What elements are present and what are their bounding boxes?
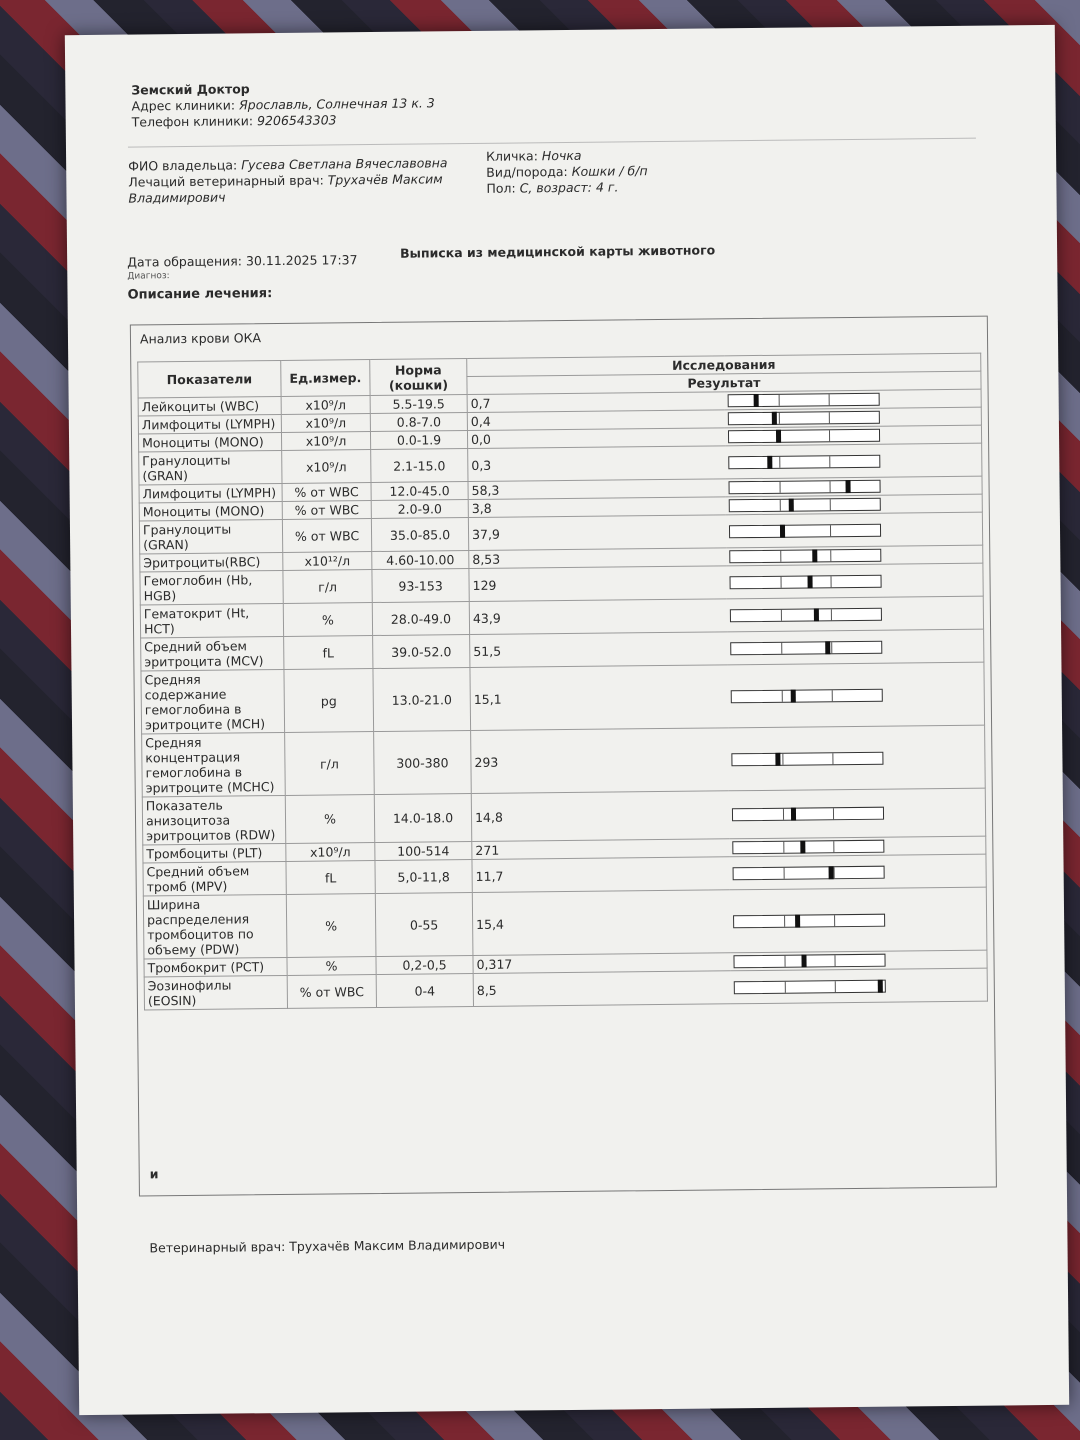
norm-boundary-tick <box>784 981 785 992</box>
pet-info <box>486 147 648 197</box>
indicator-name: Эритроциты(RBC) <box>140 552 283 571</box>
clinic-address-label: Адрес клиники: <box>131 97 236 114</box>
indicator-norm: 12.0-45.0 <box>371 482 468 501</box>
result-range-bar <box>732 840 884 855</box>
indicator-unit: % от WBC <box>282 501 371 520</box>
indicator-name: Лимфоциты (LYMPH) <box>138 414 281 433</box>
result-marker <box>814 608 819 621</box>
norm-boundary-tick <box>779 456 780 467</box>
norm-boundary-tick <box>828 412 829 423</box>
indicator-name: Эозинофилы (EOSIN) <box>144 975 287 1009</box>
clinic-address <box>131 95 434 114</box>
indicator-norm: 35.0-85.0 <box>371 518 468 552</box>
pet-sex-line <box>486 179 648 197</box>
result-marker <box>775 752 780 765</box>
indicator-unit: % от WBC <box>282 483 371 502</box>
norm-boundary-tick <box>831 690 832 701</box>
norm-boundary-tick <box>833 841 834 852</box>
pet-nick-label: Кличка: <box>486 148 538 164</box>
result-marker <box>791 689 796 702</box>
indicator-unit: x10⁹/л <box>281 432 370 451</box>
indicator-norm: 5.5-19.5 <box>370 395 467 414</box>
indicator-unit: x10⁹/л <box>281 396 370 415</box>
panel-footnote: и <box>149 1166 159 1182</box>
norm-boundary-tick <box>829 499 830 510</box>
result-range-bar <box>733 913 885 928</box>
result-range-bar <box>729 607 881 622</box>
indicator-unit: % <box>286 894 376 958</box>
indicator-value: 15,1 <box>470 665 728 731</box>
indicator-name: Гранулоциты (GRAN) <box>139 450 282 484</box>
indicator-unit: x10⁹/л <box>282 450 371 484</box>
indicator-value: 11,7 <box>472 857 729 893</box>
indicator-norm: 0.0-1.9 <box>370 431 467 450</box>
indicator-name: Гранулоциты (GRAN) <box>139 519 282 553</box>
visit-info <box>127 252 358 302</box>
header-divider <box>128 138 976 148</box>
owner-label: ФИО владельца: <box>128 157 238 174</box>
indicator-value: 293 <box>471 728 729 794</box>
result-bar-cell <box>727 629 984 665</box>
norm-boundary-tick <box>828 430 829 441</box>
norm-boundary-tick <box>784 956 785 967</box>
norm-boundary-tick <box>781 642 782 653</box>
medical-record-sheet <box>65 25 1069 1415</box>
blood-test-table <box>137 353 988 1011</box>
norm-boundary-tick <box>830 576 831 587</box>
result-range-bar <box>728 523 880 538</box>
pet-sex-label: Пол: <box>486 180 516 196</box>
norm-boundary-tick <box>828 394 829 405</box>
indicator-unit: г/л <box>283 570 372 604</box>
result-marker <box>767 455 772 468</box>
indicator-norm: 39.0-52.0 <box>373 635 470 669</box>
result-range-bar <box>727 393 879 408</box>
indicator-name: Лейкоциты (WBC) <box>138 396 281 415</box>
clinic-phone <box>132 111 435 130</box>
attending-vet-line <box>128 171 478 207</box>
indicator-name: Показатель анизоцитоза эритроцитов (RDW) <box>142 795 285 844</box>
norm-boundary-tick <box>778 395 779 406</box>
signing-vet-name: Трухачёв Максим Владимирович <box>289 1236 506 1254</box>
result-bar-cell <box>726 563 983 599</box>
norm-boundary-tick <box>778 413 779 424</box>
norm-boundary-tick <box>834 981 835 992</box>
result-marker <box>776 430 781 443</box>
indicator-name: Гемоглобин (Hb, HGB) <box>140 570 283 604</box>
norm-boundary-tick <box>779 482 780 493</box>
indicator-value: 15,4 <box>472 890 730 956</box>
table-row <box>142 788 985 845</box>
indicator-unit: x10⁹/л <box>281 414 370 433</box>
indicator-value: 8,5 <box>473 971 730 1007</box>
blood-test-panel <box>130 316 997 1197</box>
pet-nick-line <box>486 147 648 165</box>
blood-test-rows <box>138 389 987 1010</box>
indicator-norm: 13.0-21.0 <box>373 668 471 732</box>
indicator-value: 14,8 <box>471 791 728 842</box>
result-bar-cell <box>728 788 985 839</box>
norm-boundary-tick <box>782 753 783 764</box>
result-bar-cell <box>727 662 985 728</box>
indicator-value: 271 <box>472 839 729 860</box>
norm-boundary-tick <box>829 456 830 467</box>
result-marker <box>780 524 785 537</box>
norm-boundary-tick <box>780 576 781 587</box>
indicator-name: Лимфоциты (LYMPH) <box>139 483 282 502</box>
result-range-bar <box>732 865 884 880</box>
indicator-unit: fL <box>286 861 375 895</box>
result-marker <box>753 394 758 407</box>
indicator-norm: 28.0-49.0 <box>372 602 469 636</box>
indicator-norm: 2.0-9.0 <box>371 500 468 519</box>
table-row <box>141 662 985 734</box>
header-norm: Норма (кошки) <box>370 359 467 396</box>
result-marker <box>795 914 800 927</box>
norm-boundary-tick <box>783 867 784 878</box>
clinic-info <box>131 79 435 130</box>
result-marker <box>846 480 851 493</box>
clinic-address-value: Ярославль, Солнечная 13 к. 3 <box>238 95 435 113</box>
header-unit: Ед.измер. <box>281 360 370 397</box>
result-range-bar <box>728 480 880 495</box>
norm-boundary-tick <box>829 481 830 492</box>
indicator-name: Средняя содержание гемоглобина в эритроците (MCH) <box>141 669 285 733</box>
indicator-value: 3,8 <box>468 497 725 518</box>
diagnosis-label: Диагноз: <box>127 271 170 282</box>
indicator-name: Средний объем эритроцита (MCV) <box>141 636 284 670</box>
norm-boundary-tick <box>831 642 832 653</box>
indicator-value: 129 <box>469 566 726 602</box>
result-bar-cell <box>725 443 982 479</box>
indicator-name: Ширина распределения тромбоцитов по объему (PDW) <box>143 894 287 958</box>
result-bar-cell <box>730 968 987 1004</box>
result-marker <box>878 979 883 992</box>
indicator-norm: 93-153 <box>372 569 469 603</box>
indicator-unit: % от WBC <box>287 975 376 1009</box>
signing-vet-label: Ветеринарный врач: <box>149 1238 286 1256</box>
norm-boundary-tick <box>783 842 784 853</box>
header-studies: Исследования <box>467 353 981 376</box>
result-range-bar <box>727 411 879 426</box>
indicator-norm: 300-380 <box>374 731 472 795</box>
attending-vet-label: Лечаций ветеринарный врач: <box>128 172 324 190</box>
panel-title: Анализ крови ОКА <box>139 330 262 347</box>
norm-boundary-tick <box>782 809 783 820</box>
result-marker <box>789 499 794 512</box>
clinic-phone-label: Телефон клиники: <box>131 113 254 130</box>
attending-vet-name: Трухачёв Максим Владимирович <box>128 171 443 206</box>
norm-boundary-tick <box>830 609 831 620</box>
clinic-name: Земский Доктор <box>131 81 250 98</box>
pet-sex-age: С, возраст: 4 г. <box>519 179 619 196</box>
treatment-label: Описание лечения: <box>127 286 273 303</box>
indicator-value: 8,53 <box>469 548 726 569</box>
header-indicator: Показатели <box>138 360 281 397</box>
result-range-bar <box>727 429 879 444</box>
document-title: Выписка из медицинской карты животного <box>400 242 716 261</box>
norm-boundary-tick <box>834 955 835 966</box>
pet-species: Кошки / б/п <box>571 163 648 179</box>
indicator-unit: % <box>285 795 374 844</box>
indicator-norm: 0-4 <box>376 973 473 1007</box>
indicator-name: Средняя концентрация гемоглобина в эритроците (MCHC) <box>142 732 286 796</box>
indicator-unit: x10⁹/л <box>286 843 375 862</box>
indicator-value: 58,3 <box>468 479 725 500</box>
result-range-bar <box>731 807 883 822</box>
indicator-name: Моноциты (MONO) <box>139 501 282 520</box>
indicator-value: 43,9 <box>469 599 726 635</box>
indicator-unit: pg <box>284 669 374 733</box>
table-row <box>143 887 987 959</box>
pet-species-line <box>486 163 648 181</box>
indicator-name: Гематокрит (Ht, HCT) <box>140 603 283 637</box>
indicator-name: Тромбоциты (PLT) <box>143 843 286 862</box>
visit-date-label: Дата обращения: <box>127 253 243 270</box>
indicator-norm: 0.8-7.0 <box>370 413 467 432</box>
indicator-name: Тромбокрит (PCT) <box>144 957 287 976</box>
indicator-norm: 4.60-10.00 <box>372 551 469 570</box>
indicator-value: 0,3 <box>468 446 725 482</box>
result-marker <box>829 866 834 879</box>
indicator-name: Средний объем тромб (MPV) <box>143 861 286 895</box>
norm-boundary-tick <box>832 808 833 819</box>
indicator-norm: 2.1-15.0 <box>371 449 468 483</box>
result-range-bar <box>731 751 883 766</box>
visit-date-line <box>127 252 358 269</box>
result-range-bar <box>730 688 882 703</box>
norm-boundary-tick <box>830 550 831 561</box>
norm-boundary-tick <box>779 500 780 511</box>
result-range-bar <box>733 954 885 969</box>
indicator-norm: 0,2-0,5 <box>376 955 473 974</box>
owner-name: Гусева Светлана Вячеславовна <box>241 155 448 173</box>
norm-boundary-tick <box>780 609 781 620</box>
indicator-value: 0,4 <box>467 410 724 431</box>
indicator-value: 0,0 <box>467 428 724 449</box>
indicator-unit: % <box>287 957 376 976</box>
indicator-value: 51,5 <box>470 632 727 668</box>
indicator-unit: x10¹²/л <box>283 552 372 571</box>
result-range-bar <box>728 498 880 513</box>
result-marker <box>801 955 806 968</box>
result-marker <box>812 549 817 562</box>
result-marker <box>800 841 805 854</box>
indicator-norm: 5,0-11,8 <box>375 860 472 894</box>
norm-boundary-tick <box>829 525 830 536</box>
indicator-unit: % от WBC <box>282 519 371 553</box>
result-range-bar <box>733 979 885 994</box>
result-bar-cell <box>726 596 983 632</box>
visit-date: 30.11.2025 17:37 <box>245 252 358 269</box>
pet-species-label: Вид/порода: <box>486 163 568 180</box>
result-marker <box>825 641 830 654</box>
result-marker <box>790 808 795 821</box>
result-bar-cell <box>725 512 982 548</box>
result-bar-cell <box>728 725 986 791</box>
table-row <box>142 725 986 797</box>
owner-info <box>128 155 478 207</box>
indicator-norm: 0-55 <box>375 893 473 957</box>
result-marker <box>771 412 776 425</box>
result-range-bar <box>728 454 880 469</box>
pet-nick: Ночка <box>541 147 582 164</box>
norm-boundary-tick <box>784 915 785 926</box>
result-range-bar <box>729 574 881 589</box>
signing-vet <box>149 1237 505 1256</box>
indicator-norm: 14.0-18.0 <box>374 794 471 843</box>
indicator-unit: г/л <box>285 732 375 796</box>
norm-boundary-tick <box>781 690 782 701</box>
result-bar-cell <box>729 887 987 953</box>
result-bar-cell <box>729 854 986 890</box>
indicator-unit: fL <box>284 636 373 670</box>
indicator-value: 0,7 <box>467 392 724 413</box>
indicator-norm: 100-514 <box>375 842 472 861</box>
indicator-name: Моноциты (MONO) <box>138 432 281 451</box>
norm-boundary-tick <box>780 551 781 562</box>
result-range-bar <box>730 640 882 655</box>
clinic-phone-value: 9206543303 <box>256 112 337 129</box>
norm-boundary-tick <box>834 915 835 926</box>
indicator-value: 37,9 <box>468 515 725 551</box>
result-marker <box>807 575 812 588</box>
result-range-bar <box>729 549 881 564</box>
norm-boundary-tick <box>832 753 833 764</box>
indicator-unit: % <box>283 603 372 637</box>
indicator-value: 0,317 <box>473 953 730 974</box>
header-result: Результат <box>467 371 981 394</box>
